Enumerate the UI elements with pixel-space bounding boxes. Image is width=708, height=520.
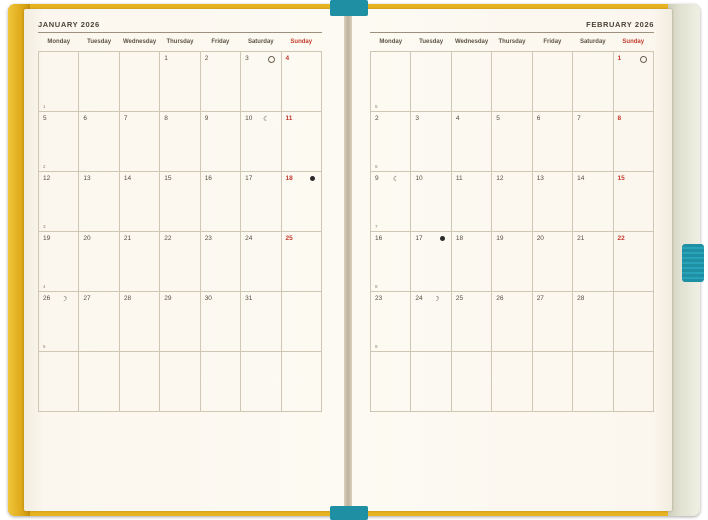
calendar-week-row [39,232,322,292]
day-cell[interactable] [532,232,572,292]
day-cell[interactable] [39,292,79,352]
day-cell[interactable] [573,112,613,172]
weekday-header-tuesday: Tuesday [419,39,444,45]
day-cell[interactable] [371,232,411,292]
day-number: 3 [415,115,420,122]
month-title-right: FEBRUARY 2026 [586,20,654,29]
moon-full-icon [310,176,315,181]
day-number: 19 [496,235,504,242]
day-cell[interactable] [371,112,411,172]
elastic-closure-top [330,0,368,16]
elastic-closure-bottom [330,506,368,520]
weekday-header-thursday: Thursday [166,39,194,45]
elastic-band-right [682,244,704,282]
day-cell[interactable] [371,172,411,232]
day-cell[interactable] [371,292,411,352]
day-number: 5 [496,115,500,122]
day-cell-empty[interactable] [613,292,653,352]
day-cell-empty[interactable] [241,352,281,412]
day-cell[interactable] [281,52,321,112]
day-cell[interactable] [79,112,119,172]
weekday-header-wednesday: Wednesday [122,39,157,45]
day-number: 10 [415,175,423,182]
day-cell[interactable] [241,52,281,112]
month-title-left: JANUARY 2026 [38,20,100,29]
moon-new-icon [640,56,647,63]
day-number: 27 [83,295,91,302]
day-number: 20 [83,235,91,242]
week-number: 4 [43,284,46,289]
day-cell[interactable] [613,232,653,292]
day-cell[interactable] [411,232,451,292]
day-cell[interactable] [573,292,613,352]
day-cell-empty[interactable] [39,352,79,412]
weekday-header-saturday: Saturday [579,39,606,45]
day-cell-empty[interactable] [79,352,119,412]
day-cell[interactable] [532,292,572,352]
day-number: 9 [375,175,379,182]
weekday-header-sunday: Sunday [622,39,645,45]
day-cell-empty[interactable] [492,52,532,112]
day-number: 15 [164,175,172,182]
calendar-week-row [371,172,654,232]
week-number: 3 [43,224,46,229]
day-cell[interactable] [241,112,281,172]
day-cell-empty[interactable] [371,52,411,112]
day-number: 27 [536,295,544,302]
day-cell[interactable] [79,292,119,352]
day-number: 16 [375,235,383,242]
day-cell[interactable] [119,112,159,172]
day-number: 18 [285,175,293,182]
week-number: 8 [375,284,378,289]
moon-first-quarter-icon: ☽ [433,296,440,303]
day-number: 5 [43,115,47,122]
day-cell-empty[interactable] [281,292,321,352]
day-cell-empty[interactable] [451,52,491,112]
day-cell-empty[interactable] [613,352,653,412]
day-cell[interactable] [119,172,159,232]
day-number: 22 [164,235,172,242]
moon-new-icon [268,56,275,63]
day-number: 2 [204,55,209,62]
day-cell[interactable] [451,112,491,172]
day-number: 23 [375,295,383,302]
day-cell[interactable] [200,112,240,172]
week-number: 9 [375,344,378,349]
day-cell-empty[interactable] [411,352,451,412]
day-cell[interactable] [492,112,532,172]
day-number: 20 [536,235,544,242]
day-cell[interactable] [160,172,200,232]
day-number: 2 [375,115,379,122]
day-cell[interactable] [613,112,653,172]
day-number: 12 [43,175,51,182]
day-number: 15 [617,175,625,182]
day-number: 4 [285,55,290,62]
day-number: 24 [415,295,423,302]
week-number: 2 [43,164,46,169]
calendar-week-row [371,352,654,412]
calendar-week-row [371,52,654,112]
day-number: 25 [455,295,464,302]
day-cell[interactable] [39,172,79,232]
day-cell[interactable] [411,112,451,172]
day-number: 12 [496,175,504,182]
moon-last-quarter-icon: ☾ [263,116,270,123]
day-number: 23 [204,235,212,242]
day-cell[interactable] [119,292,159,352]
day-cell-empty[interactable] [573,352,613,412]
day-cell[interactable] [79,172,119,232]
day-cell[interactable] [573,172,613,232]
day-number: 6 [536,115,541,122]
day-number: 19 [43,235,51,242]
calendar-week-row [39,172,322,232]
day-number: 6 [83,115,88,122]
day-cell[interactable] [200,232,240,292]
weekday-header-wednesday: Wednesday [454,39,489,45]
day-cell[interactable] [532,172,572,232]
day-number: 24 [245,235,253,242]
day-number: 10 [245,115,253,122]
day-number: 18 [455,235,464,242]
calendar-week-row [39,352,322,412]
day-number: 30 [204,295,212,302]
day-cell[interactable] [241,292,281,352]
day-cell[interactable] [411,172,451,232]
day-cell[interactable] [411,292,451,352]
day-number: 1 [164,55,168,62]
weekday-header-friday: Friday [543,39,562,45]
weekday-header-monday: Monday [379,39,403,45]
day-cell-empty[interactable] [200,352,240,412]
day-number: 22 [617,235,625,242]
calendar-left [38,18,322,484]
day-number: 8 [164,115,168,122]
book-spine [344,9,352,511]
calendar-week-row [371,112,654,172]
moon-full-icon [440,236,445,241]
week-number: 6 [375,164,378,169]
day-cell[interactable] [613,172,653,232]
day-number: 28 [577,295,585,302]
day-cell[interactable] [492,172,532,232]
day-number: 1 [617,55,622,62]
day-cell[interactable] [200,172,240,232]
day-cell[interactable] [573,232,613,292]
day-number: 21 [123,235,132,242]
day-cell-empty[interactable] [532,352,572,412]
day-cell[interactable] [492,292,532,352]
day-number: 16 [204,175,212,182]
weekday-header-tuesday: Tuesday [87,39,112,45]
day-cell-empty[interactable] [160,352,200,412]
weekday-header-thursday: Thursday [498,39,526,45]
weekday-header-friday: Friday [211,39,230,45]
day-number: 4 [455,115,460,122]
day-cell[interactable] [200,52,240,112]
day-number: 11 [285,115,293,122]
day-cell[interactable] [451,172,491,232]
day-number: 25 [285,235,293,242]
day-number: 11 [455,175,463,182]
day-cell[interactable] [241,232,281,292]
moon-last-quarter-icon: ☾ [393,176,400,183]
day-cell-empty[interactable] [39,52,79,112]
day-cell-empty[interactable] [573,52,613,112]
day-cell[interactable] [241,172,281,232]
day-cell[interactable] [160,292,200,352]
day-cell[interactable] [281,232,321,292]
day-cell-empty[interactable] [119,352,159,412]
day-cell[interactable] [39,232,79,292]
calendar-week-row [39,112,322,172]
day-number: 8 [617,115,622,122]
day-number: 7 [577,115,581,122]
day-number: 7 [123,115,128,122]
day-number: 29 [164,295,172,302]
week-number: 7 [375,224,378,229]
calendar-week-row [39,292,322,352]
day-number: 9 [204,115,209,122]
calendar-week-row [371,292,654,352]
day-number: 26 [43,295,51,302]
day-number: 13 [536,175,544,182]
day-cell[interactable] [451,292,491,352]
day-cell[interactable] [613,52,653,112]
day-cell-empty[interactable] [451,352,491,412]
day-cell[interactable] [160,52,200,112]
day-cell-empty[interactable] [371,352,411,412]
week-number: 1 [43,104,46,109]
day-cell[interactable] [492,232,532,292]
day-number: 31 [245,295,253,302]
day-cell-empty[interactable] [281,352,321,412]
day-cell-empty[interactable] [411,52,451,112]
calendar-right [370,18,654,484]
day-number: 26 [496,295,504,302]
day-cell[interactable] [119,232,159,292]
day-number: 17 [245,175,253,182]
weekday-header-saturday: Saturday [247,39,274,45]
day-cell[interactable] [39,112,79,172]
day-number: 13 [83,175,91,182]
day-cell[interactable] [451,232,491,292]
day-cell[interactable] [281,112,321,172]
week-number: 5 [375,104,378,109]
day-number: 3 [245,55,249,62]
day-cell[interactable] [200,292,240,352]
day-number: 14 [577,175,585,182]
day-cell-empty[interactable] [119,52,159,112]
day-number: 28 [123,295,132,302]
day-cell[interactable] [79,232,119,292]
month-grid-left [38,33,322,412]
day-cell-empty[interactable] [492,352,532,412]
week-number: 5 [43,344,46,349]
day-number: 17 [415,235,423,242]
day-number: 14 [123,175,132,182]
moon-first-quarter-icon: ☽ [61,296,68,303]
calendar-week-row [371,232,654,292]
day-cell[interactable] [160,112,200,172]
day-cell-empty[interactable] [532,52,572,112]
day-number: 21 [577,235,585,242]
day-cell[interactable] [281,172,321,232]
day-cell[interactable] [160,232,200,292]
day-cell-empty[interactable] [79,52,119,112]
calendar-week-row [39,52,322,112]
weekday-header-sunday: Sunday [290,39,313,45]
day-cell[interactable] [532,112,572,172]
weekday-header-monday: Monday [47,39,71,45]
month-grid-right [370,33,654,412]
